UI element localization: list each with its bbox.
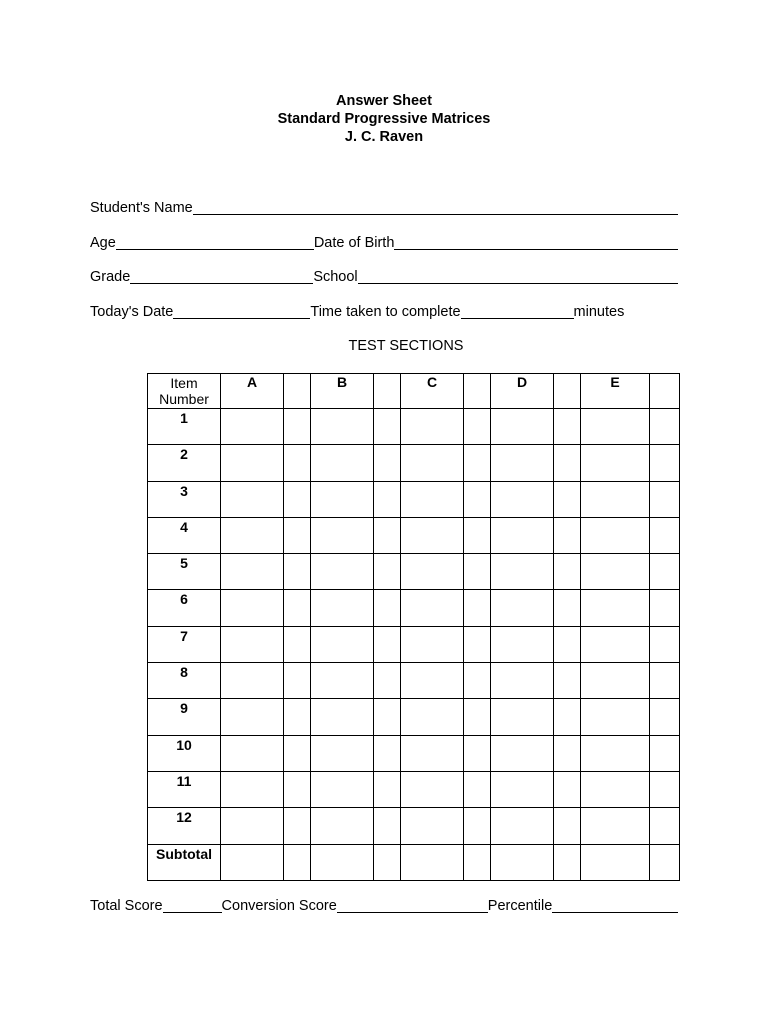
answer-cell-d[interactable] xyxy=(491,844,554,880)
mark-cell-e[interactable] xyxy=(650,771,680,807)
percentile-field[interactable] xyxy=(552,897,678,913)
answer-cell-d[interactable] xyxy=(491,517,554,553)
answer-cell-d[interactable] xyxy=(491,626,554,662)
mark-cell-e[interactable] xyxy=(650,445,680,481)
mark-cell-e[interactable] xyxy=(650,554,680,590)
table-row xyxy=(148,554,680,590)
answer-cell-a[interactable] xyxy=(221,445,284,481)
table-row xyxy=(148,626,680,662)
table-row xyxy=(148,517,680,553)
item-number-cell: 3 xyxy=(148,481,221,517)
answer-cell-c[interactable] xyxy=(401,590,464,626)
mark-cell-b[interactable] xyxy=(374,445,401,481)
mark-cell-d[interactable] xyxy=(554,663,581,699)
answer-cell-b[interactable] xyxy=(311,626,374,662)
total-score-field[interactable] xyxy=(163,897,222,913)
age-field[interactable] xyxy=(116,234,314,250)
table-row xyxy=(148,590,680,626)
mark-cell-c[interactable] xyxy=(464,626,491,662)
answer-cell-b[interactable] xyxy=(311,699,374,735)
mark-cell-c[interactable] xyxy=(464,409,491,445)
answer-cell-c[interactable] xyxy=(401,699,464,735)
item-number-cell: 12 xyxy=(148,808,221,844)
mark-cell-c[interactable] xyxy=(464,590,491,626)
answer-cell-b[interactable] xyxy=(311,554,374,590)
mark-cell-a[interactable] xyxy=(284,735,311,771)
age-label: Age xyxy=(90,235,116,251)
mark-cell-e[interactable] xyxy=(650,844,680,880)
answer-cell-e[interactable] xyxy=(581,771,650,807)
item-number-cell: 6 xyxy=(148,590,221,626)
answer-cell-a[interactable] xyxy=(221,409,284,445)
todays-date-label: Today's Date xyxy=(90,304,174,320)
mark-cell-a[interactable] xyxy=(284,590,311,626)
mark-cell-e[interactable] xyxy=(650,517,680,553)
mark-cell-d[interactable] xyxy=(554,771,581,807)
mark-cell-c[interactable] xyxy=(464,771,491,807)
mark-cell-d[interactable] xyxy=(554,626,581,662)
mark-cell-b[interactable] xyxy=(374,844,401,880)
answer-cell-b[interactable] xyxy=(311,445,374,481)
mark-cell-a[interactable] xyxy=(284,554,311,590)
mark-cell-b[interactable] xyxy=(374,590,401,626)
date-time-row xyxy=(90,301,678,321)
mark-cell-d[interactable] xyxy=(554,481,581,517)
answer-cell-d[interactable] xyxy=(491,445,554,481)
mark-cell-d[interactable] xyxy=(554,517,581,553)
answer-cell-d[interactable] xyxy=(491,699,554,735)
answer-cell-e[interactable] xyxy=(581,590,650,626)
mark-cell-a[interactable] xyxy=(284,445,311,481)
mark-cell-e[interactable] xyxy=(650,626,680,662)
date-of-birth-label: Date of Birth xyxy=(313,235,395,251)
answer-cell-c[interactable] xyxy=(401,808,464,844)
percentile-label: Percentile xyxy=(487,898,553,914)
mark-cell-e[interactable] xyxy=(650,735,680,771)
mark-cell-b[interactable] xyxy=(374,626,401,662)
mark-cell-b[interactable] xyxy=(374,517,401,553)
answer-cell-e[interactable] xyxy=(581,409,650,445)
answer-cell-b[interactable] xyxy=(311,481,374,517)
answer-cell-a[interactable] xyxy=(221,590,284,626)
answer-cell-e[interactable] xyxy=(581,554,650,590)
mark-cell-a[interactable] xyxy=(284,663,311,699)
mark-cell-e[interactable] xyxy=(650,590,680,626)
answer-cell-e[interactable] xyxy=(581,735,650,771)
mark-cell-d[interactable] xyxy=(554,808,581,844)
mark-cell-b[interactable] xyxy=(374,699,401,735)
mark-cell-c[interactable] xyxy=(464,517,491,553)
mark-cell-d[interactable] xyxy=(554,844,581,880)
time-taken-label: Time taken to complete xyxy=(310,304,461,320)
answer-cell-e[interactable] xyxy=(581,808,650,844)
mark-cell-a[interactable] xyxy=(284,844,311,880)
section-score-header-b xyxy=(374,374,401,409)
answer-cell-d[interactable] xyxy=(491,663,554,699)
table-row xyxy=(148,663,680,699)
answer-cell-b[interactable] xyxy=(311,663,374,699)
mark-cell-c[interactable] xyxy=(464,808,491,844)
answer-cell-c[interactable] xyxy=(401,445,464,481)
section-score-header-d xyxy=(554,374,581,409)
answer-cell-b[interactable] xyxy=(311,409,374,445)
table-row xyxy=(148,844,680,880)
mark-cell-b[interactable] xyxy=(374,771,401,807)
answer-cell-c[interactable] xyxy=(401,517,464,553)
answer-cell-d[interactable] xyxy=(491,771,554,807)
answer-cell-c[interactable] xyxy=(401,663,464,699)
mark-cell-c[interactable] xyxy=(464,699,491,735)
grade-field[interactable] xyxy=(130,268,313,284)
mark-cell-a[interactable] xyxy=(284,699,311,735)
answer-cell-c[interactable] xyxy=(401,554,464,590)
section-score-header-c xyxy=(464,374,491,409)
mark-cell-a[interactable] xyxy=(284,481,311,517)
student-name-field[interactable] xyxy=(193,199,678,215)
mark-cell-c[interactable] xyxy=(464,844,491,880)
date-of-birth-field[interactable] xyxy=(394,234,678,250)
mark-cell-e[interactable] xyxy=(650,808,680,844)
test-sections-heading: TEST SECTIONS xyxy=(348,338,464,354)
mark-cell-c[interactable] xyxy=(464,554,491,590)
grade-school-row xyxy=(90,266,678,286)
answer-cell-c[interactable] xyxy=(401,626,464,662)
answer-cell-e[interactable] xyxy=(581,663,650,699)
answer-cell-b[interactable] xyxy=(311,771,374,807)
time-taken-field[interactable] xyxy=(461,303,574,319)
item-number-cell: 2 xyxy=(148,445,221,481)
title-test-name: Standard Progressive Matrices xyxy=(277,111,491,127)
mark-cell-b[interactable] xyxy=(374,735,401,771)
answer-cell-b[interactable] xyxy=(311,735,374,771)
mark-cell-a[interactable] xyxy=(284,808,311,844)
answer-cell-e[interactable] xyxy=(581,626,650,662)
section-score-header-a xyxy=(284,374,311,409)
answer-cell-d[interactable] xyxy=(491,481,554,517)
school-label: School xyxy=(313,269,358,285)
title-author: J. C. Raven xyxy=(344,129,424,145)
item-number-cell: 10 xyxy=(148,735,221,771)
table-row xyxy=(148,735,680,771)
answer-cell-e[interactable] xyxy=(581,844,650,880)
table-row xyxy=(148,699,680,735)
item-number-cell: 7 xyxy=(148,626,221,662)
mark-cell-d[interactable] xyxy=(554,554,581,590)
answer-cell-b[interactable] xyxy=(311,590,374,626)
mark-cell-e[interactable] xyxy=(650,699,680,735)
age-dob-row xyxy=(90,232,678,252)
document-title xyxy=(0,92,768,146)
answer-cell-b[interactable] xyxy=(311,517,374,553)
mark-cell-e[interactable] xyxy=(650,481,680,517)
answer-cell-b[interactable] xyxy=(311,808,374,844)
item-number-cell: Subtotal xyxy=(148,844,221,880)
mark-cell-b[interactable] xyxy=(374,554,401,590)
mark-cell-c[interactable] xyxy=(464,663,491,699)
answer-cell-d[interactable] xyxy=(491,808,554,844)
table-row xyxy=(148,445,680,481)
mark-cell-d[interactable] xyxy=(554,445,581,481)
section-header-c: C xyxy=(401,374,464,409)
mark-cell-e[interactable] xyxy=(650,409,680,445)
mark-cell-c[interactable] xyxy=(464,481,491,517)
item-header-line1: Item xyxy=(170,375,198,391)
mark-cell-d[interactable] xyxy=(554,699,581,735)
item-number-cell: 4 xyxy=(148,517,221,553)
answer-cell-e[interactable] xyxy=(581,481,650,517)
answer-cell-d[interactable] xyxy=(491,409,554,445)
score-row xyxy=(90,895,678,915)
conversion-score-field[interactable] xyxy=(337,897,488,913)
answer-cell-e[interactable] xyxy=(581,699,650,735)
mark-cell-c[interactable] xyxy=(464,735,491,771)
answer-cell-c[interactable] xyxy=(401,409,464,445)
answer-cell-e[interactable] xyxy=(581,517,650,553)
item-number-header xyxy=(148,374,221,409)
header-row xyxy=(148,374,680,409)
mark-cell-b[interactable] xyxy=(374,663,401,699)
section-header-a: A xyxy=(221,374,284,409)
answer-cell-c[interactable] xyxy=(401,735,464,771)
answer-cell-d[interactable] xyxy=(491,554,554,590)
answer-cell-c[interactable] xyxy=(401,481,464,517)
answer-cell-a[interactable] xyxy=(221,663,284,699)
answer-cell-d[interactable] xyxy=(491,590,554,626)
mark-cell-b[interactable] xyxy=(374,808,401,844)
item-number-cell: 5 xyxy=(148,554,221,590)
table-row xyxy=(148,409,680,445)
section-score-header-e xyxy=(650,374,680,409)
answer-grid-body xyxy=(148,409,680,881)
mark-cell-a[interactable] xyxy=(284,771,311,807)
conversion-score-label: Conversion Score xyxy=(221,898,337,914)
answer-cell-a[interactable] xyxy=(221,844,284,880)
title-answer-sheet: Answer Sheet xyxy=(336,93,432,109)
answer-cell-a[interactable] xyxy=(221,771,284,807)
item-number-cell: 1 xyxy=(148,409,221,445)
grade-label: Grade xyxy=(90,269,131,285)
answer-cell-a[interactable] xyxy=(221,554,284,590)
answer-cell-b[interactable] xyxy=(311,844,374,880)
mark-cell-d[interactable] xyxy=(554,590,581,626)
item-number-cell: 8 xyxy=(148,663,221,699)
answer-cell-d[interactable] xyxy=(491,735,554,771)
mark-cell-b[interactable] xyxy=(374,409,401,445)
student-name-row xyxy=(90,197,678,217)
total-score-label: Total Score xyxy=(90,898,163,914)
mark-cell-d[interactable] xyxy=(554,409,581,445)
answer-grid xyxy=(147,373,680,881)
student-name-label: Student's Name xyxy=(90,200,193,216)
mark-cell-c[interactable] xyxy=(464,445,491,481)
answer-cell-a[interactable] xyxy=(221,699,284,735)
mark-cell-a[interactable] xyxy=(284,517,311,553)
mark-cell-a[interactable] xyxy=(284,626,311,662)
mark-cell-b[interactable] xyxy=(374,481,401,517)
section-header-b: B xyxy=(311,374,374,409)
mark-cell-e[interactable] xyxy=(650,663,680,699)
table-row xyxy=(148,771,680,807)
answer-cell-a[interactable] xyxy=(221,808,284,844)
answer-cell-a[interactable] xyxy=(221,481,284,517)
answer-cell-c[interactable] xyxy=(401,844,464,880)
todays-date-field[interactable] xyxy=(173,303,310,319)
answer-cell-e[interactable] xyxy=(581,445,650,481)
table-row xyxy=(148,808,680,844)
minutes-label: minutes xyxy=(573,304,625,320)
mark-cell-d[interactable] xyxy=(554,735,581,771)
table-row xyxy=(148,481,680,517)
item-number-cell: 11 xyxy=(148,771,221,807)
item-header-line2: Number xyxy=(159,391,209,407)
answer-cell-c[interactable] xyxy=(401,771,464,807)
mark-cell-a[interactable] xyxy=(284,409,311,445)
answer-cell-a[interactable] xyxy=(221,735,284,771)
answer-cell-a[interactable] xyxy=(221,626,284,662)
section-header-d: D xyxy=(491,374,554,409)
section-header-e: E xyxy=(581,374,650,409)
answer-cell-a[interactable] xyxy=(221,517,284,553)
item-number-cell: 9 xyxy=(148,699,221,735)
school-field[interactable] xyxy=(358,268,678,284)
